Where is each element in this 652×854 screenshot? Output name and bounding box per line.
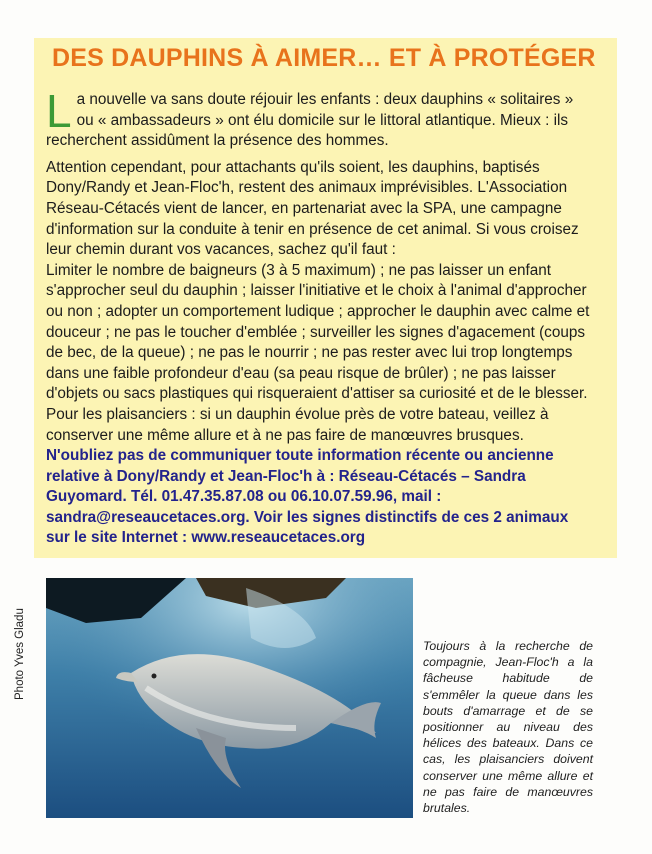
intro-text: a nouvelle va sans doute réjouir les enfants : deux dauphins « solitaires » ou « ambassadeurs » ont élu domicile sur le littoral atlantique. Mieux : ils recherchent assidûment la présence des hommes.: [46, 91, 574, 150]
dolphin-illustration: [46, 578, 413, 818]
paragraph-2: Attention cependant, pour attachants qu'ils soient, les dauphins, baptisés Dony/Randy et Jean-Floc'h, restent des animaux imprévisibles. L'Association Réseau-Cétacés vient de lancer, en partenariat avec la SPA, une campagne d'information sur la conduite à tenir en présence de cet animal. Si vous croisez leur chemin durant vos vacances, sachez qu'il faut :: [46, 158, 579, 259]
dolphin-photo: [46, 578, 413, 818]
intro-paragraph: [46, 85, 594, 152]
photo-caption: Toujours à la recherche de compagnie, Jean-Floc'h a la fâcheuse habitude de s'emmêler la queue dans les bouts d'amarrage et de se positionner au niveau des hélices des bateaux. Dans ce cas, les plaisanciers doivent conserver une même allure et ne pas faire de manœuvres brutales.: [423, 639, 593, 816]
photo-credit: Photo Yves Gladu: [14, 608, 26, 700]
paragraph-3: Limiter le nombre de baigneurs (3 à 5 maximum) ; ne pas laisser un enfant s'approcher seul du dauphin ; laisser l'initiative et le choix à l'animal d'approcher ou non ; adopter un comportement ludique ; approcher le dauphin avec calme et douceur ; ne pas le toucher d'emblée ; surveiller les signes d'agacement (coups de bec, de la queue) ; ne pas le nourrir ; ne pas rester avec lui trop longtemps dans une faible profondeur d'eau (sa peau risque de brûler) ; ne pas laisser d'objets ou sacs plastiques qui risqueraient d'attiser sa curiosité et de le blesser.: [46, 261, 590, 403]
contact-info: N'oubliez pas de communiquer toute information récente ou ancienne relative à Dony/Randy et Jean-Floc'h à : Réseau-Cétacés – Sandra Guyomard. Tél. 01.47.35.87.08 ou 06.10.07.59.96, mail : sandra@reseaucetaces.org. Voir les signes distinctifs de ces 2 animaux sur le site Internet : www.reseaucetaces.org: [46, 447, 569, 547]
drop-cap: L: [46, 85, 72, 137]
article-body: [46, 85, 594, 549]
paragraph-4: Pour les plaisanciers : si un dauphin évolue près de votre bateau, veillez à conserver une même allure et à ne pas faire de manœuvres brusques.: [46, 405, 549, 444]
article-title: DES DAUPHINS À AIMER… ET À PROTÉGER: [52, 44, 596, 72]
